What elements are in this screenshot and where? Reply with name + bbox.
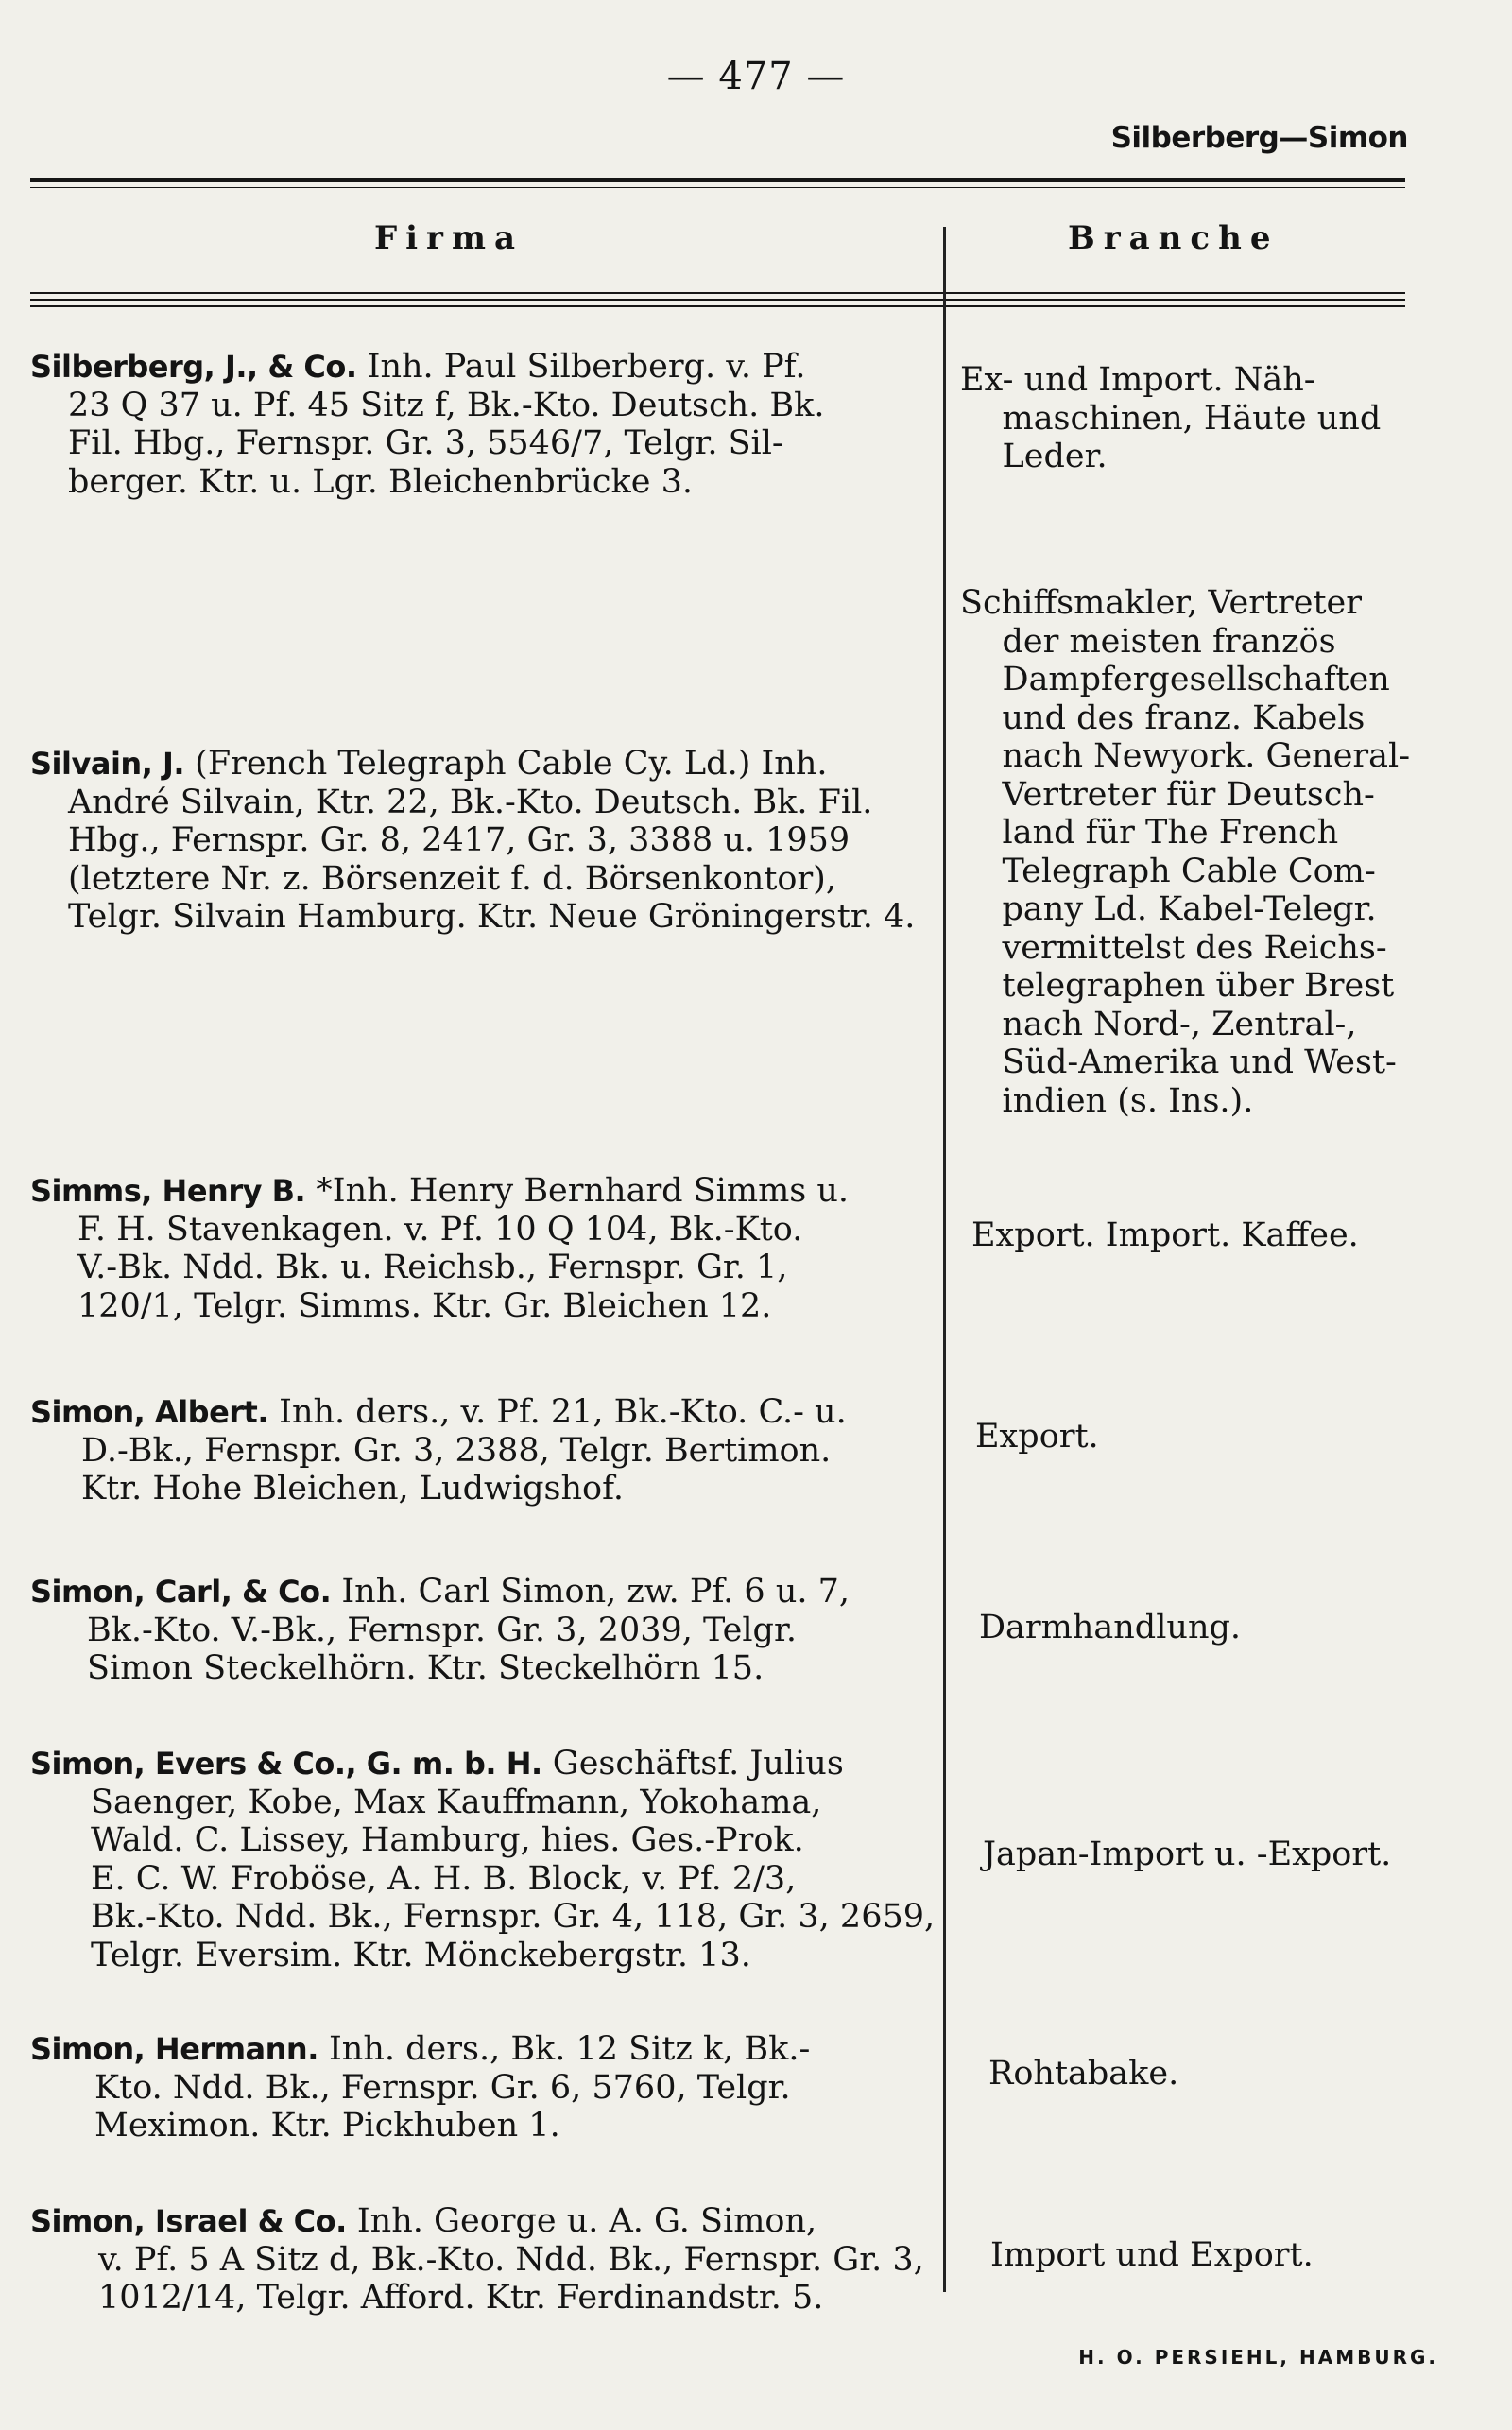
branche-entry-simon-hermann: Rohtabake. bbox=[988, 2055, 1179, 2093]
firm-details: Inh. ders., Bk. 12 Sitz k, Bk.- bbox=[318, 2030, 811, 2068]
branche-entry-simon-israel: Import und Export. bbox=[990, 2236, 1314, 2274]
firm-name: Simon, Albert. bbox=[30, 1394, 268, 1430]
page-number: — 477 — bbox=[666, 55, 846, 98]
firma-entry-simon-hermann bbox=[30, 2030, 956, 2146]
branche-entry-simon-evers: Japan-Import u. -Export. bbox=[983, 1835, 1392, 1873]
firma-entry-simms bbox=[30, 1172, 956, 1325]
firma-entry-simon-albert bbox=[30, 1393, 956, 1508]
top-rule bbox=[30, 178, 1405, 182]
column-head-firma: Firma bbox=[374, 219, 524, 257]
header-rule-3 bbox=[30, 305, 1405, 307]
firm-details: (French Telegraph Cable Cy. Ld.) Inh. bbox=[184, 745, 828, 783]
firm-line: 23 Q 37 u. Pf. 45 Sitz f, Bk.-Kto. Deutsch. Bk. bbox=[68, 386, 825, 424]
branche-entry-simon-carl: Darmhandlung. bbox=[979, 1609, 1242, 1646]
firm-line: Kto. Ndd. Bk., Fernspr. Gr. 6, 5760, Telgr. bbox=[94, 2068, 791, 2107]
firm-line: Simon Steckelhörn. Ktr. Steckelhörn 15. bbox=[87, 1649, 765, 1687]
firm-line: Telgr. Silvain Hamburg. Ktr. Neue Gröningerstr. 4. bbox=[68, 898, 916, 936]
firm-name: Simon, Carl, & Co. bbox=[30, 1574, 332, 1610]
firm-line: Telgr. Eversim. Ktr. Mönckebergstr. 13. bbox=[91, 1936, 751, 1974]
header-rule-2 bbox=[30, 299, 1405, 301]
firm-line: berger. Ktr. u. Lgr. Bleichenbrücke 3. bbox=[68, 462, 693, 501]
firma-entry-simon-carl bbox=[30, 1573, 956, 1688]
firm-line: 120/1, Telgr. Simms. Ktr. Gr. Bleichen 12. bbox=[77, 1286, 772, 1325]
firm-name: Silvain, J. bbox=[30, 746, 185, 782]
branche-entry-simms: Export. Import. Kaffee. bbox=[971, 1216, 1359, 1254]
firm-line: E. C. W. Froböse, A. H. B. Block, v. Pf. 2/3, bbox=[91, 1859, 797, 1898]
branche-entry-silvain: Schiffsmakler, Vertreter der meisten französ Dampfergesellschaften und des franz. Kabels nach Newyork. General- Vertreter für Deutsch- land für The French Telegraph Cable Com- pany Ld. Kabel-Telegr. vermittelst des Reichs- telegraphen über Brest nach Nord-, Zentral-, Süd-Amerika und West- indien (s. Ins.). bbox=[960, 584, 1411, 1120]
printer-imprint: H. O. PERSIEHL, HAMBURG. bbox=[1078, 2346, 1438, 2369]
firma-entry-simon-evers bbox=[30, 1745, 956, 1974]
header-rule-1 bbox=[30, 292, 1405, 294]
firm-name: Simon, Israel & Co. bbox=[30, 2203, 347, 2239]
firm-line: F. H. Stavenkagen. v. Pf. 10 Q 104, Bk.-Kto. bbox=[77, 1210, 803, 1249]
firma-entry-silberberg bbox=[30, 348, 956, 501]
firm-line: Ktr. Hohe Bleichen, Ludwigshof. bbox=[81, 1470, 624, 1508]
branche-entry-simon-albert: Export. bbox=[975, 1418, 1099, 1456]
firm-line: V.-Bk. Ndd. Bk. u. Reichsb., Fernspr. Gr. 1, bbox=[77, 1249, 788, 1286]
top-rule-thin bbox=[30, 187, 1405, 188]
firm-details: Geschäftsf. Julius bbox=[541, 1745, 844, 1783]
firm-name: Silberberg, J., & Co. bbox=[30, 349, 357, 385]
firm-details: Inh. Carl Simon, zw. Pf. 6 u. 7, bbox=[331, 1573, 850, 1611]
firm-line: Bk.-Kto. V.-Bk., Fernspr. Gr. 3, 2039, Telgr. bbox=[87, 1611, 797, 1649]
firma-entry-silvain bbox=[30, 745, 956, 937]
firm-line: Bk.-Kto. Ndd. Bk., Fernspr. Gr. 4, 118, Gr. 3, 2659, bbox=[91, 1898, 936, 1936]
firm-name: Simon, Evers & Co., G. m. b. H. bbox=[30, 1746, 542, 1782]
firm-details: Inh. George u. A. G. Simon, bbox=[346, 2202, 817, 2240]
firm-details: Inh. Paul Silberberg. v. Pf. bbox=[356, 348, 806, 386]
firm-line: D.-Bk., Fernspr. Gr. 3, 2388, Telgr. Bertimon. bbox=[81, 1431, 832, 1470]
firm-line: Saenger, Kobe, Max Kauffmann, Yokohama, bbox=[91, 1783, 822, 1821]
running-head: Silberberg—Simon bbox=[1110, 121, 1408, 155]
firm-details: *Inh. Henry Bernhard Simms u. bbox=[305, 1172, 850, 1210]
firm-line: André Silvain, Ktr. 22, Bk.-Kto. Deutsch. Bk. Fil. bbox=[68, 783, 873, 821]
firm-line: Meximon. Ktr. Pickhuben 1. bbox=[94, 2107, 560, 2145]
firm-line: (letztere Nr. z. Börsenzeit f. d. Börsenkontor), bbox=[68, 859, 836, 898]
firm-line: 1012/14, Telgr. Afford. Ktr. Ferdinandstr. 5. bbox=[98, 2279, 824, 2317]
firm-line: Fil. Hbg., Fernspr. Gr. 3, 5546/7, Telgr. Sil- bbox=[68, 424, 783, 462]
firm-name: Simms, Henry B. bbox=[30, 1173, 306, 1209]
column-head-branche: Branche bbox=[1068, 219, 1280, 257]
firm-name: Simon, Hermann. bbox=[30, 2031, 318, 2067]
firma-entry-simon-israel bbox=[30, 2202, 956, 2318]
firm-line: Hbg., Fernspr. Gr. 8, 2417, Gr. 3, 3388 u. 1959 bbox=[68, 821, 850, 859]
firm-line: v. Pf. 5 A Sitz d, Bk.-Kto. Ndd. Bk., Fernspr. Gr. 3, bbox=[98, 2240, 924, 2279]
firm-line: Wald. C. Lissey, Hamburg, hies. Ges.-Prok. bbox=[91, 1821, 804, 1859]
branche-entry-silberberg: Ex- und Import. Näh- maschinen, Häute und Leder. bbox=[960, 361, 1382, 475]
firm-details: Inh. ders., v. Pf. 21, Bk.-Kto. C.- u. bbox=[268, 1393, 847, 1431]
